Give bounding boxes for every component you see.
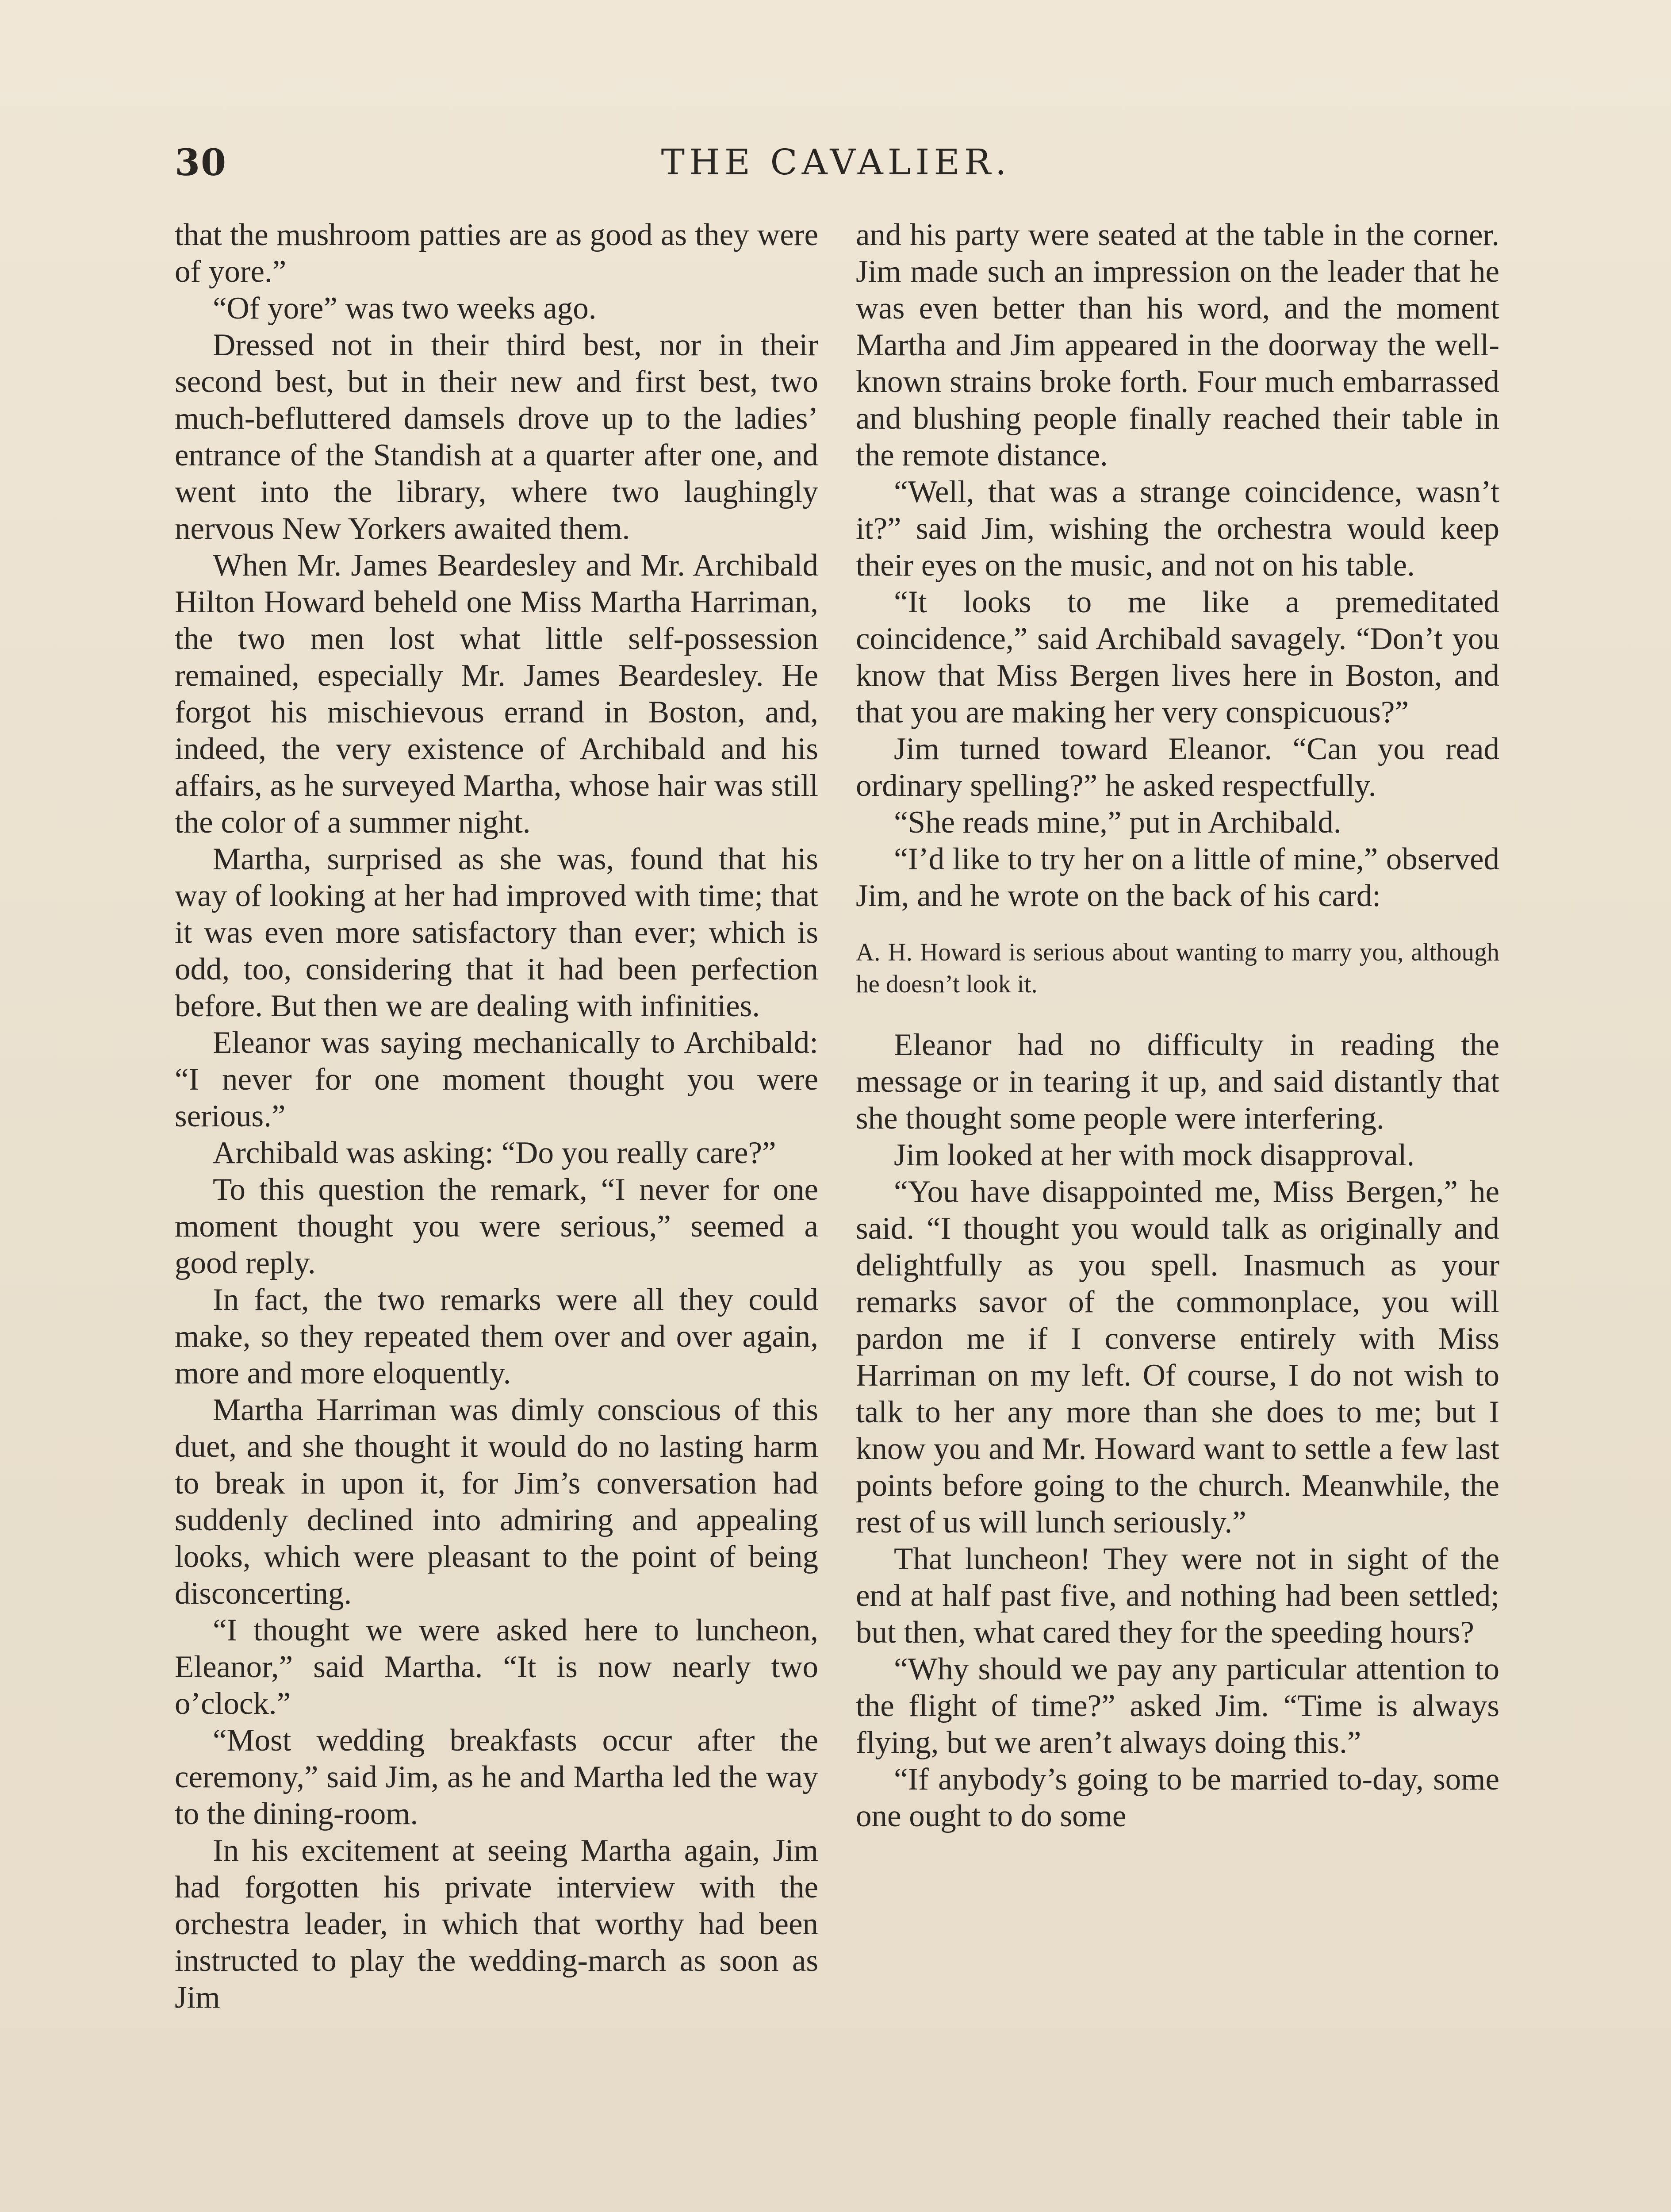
paragraph: “It looks to me like a premeditated coincidence,” said Archibald savagely. “Don’t you know that Miss Bergen lives here in Boston, and that you are making her very conspicuous?” <box>856 585 1499 730</box>
paragraph: In his excitement at seeing Martha again, Jim had forgotten his private interview with the orchestra leader, in which that worthy had been instructed to play the wedding-march as soon as Jim <box>175 1833 818 2015</box>
paragraph: To this question the remark, “I never for one moment thought you were serious,” seemed a good reply. <box>175 1172 818 1280</box>
card-message-text: A. H. Howard is serious about wanting to marry you, although he doesn’t look it. <box>856 938 1499 998</box>
paragraph: that the mushroom patties are as good as they were of yore.” <box>175 218 818 289</box>
paragraph: “You have disappointed me, Miss Bergen,” he said. “I thought you would talk as originally and delightfully as you spell. Inasmuch as your remarks savor of the commonplace, you will pardon me if I converse entirely with Miss Harriman on my left. Of course, I do not wish to talk to her any more than she does to me; but I know you and Mr. Howard want to settle a few last points before going to the church. Meanwhile, the rest of us will lunch seriously.” <box>856 1175 1499 1540</box>
paragraph: Jim turned toward Eleanor. “Can you read ordinary spelling?” he asked respectfully. <box>856 732 1499 803</box>
paragraph: In fact, the two remarks were all they could make, so they repeated them over and over again, more and more eloquently. <box>175 1283 818 1390</box>
paragraph: Eleanor had no difficulty in reading the message or in tearing it up, and said distantly that she thought some people were interfering. <box>856 1028 1499 1136</box>
paragraph: Eleanor was saying mechanically to Archibald: “I never for one moment thought you were serious.” <box>175 1025 818 1133</box>
paragraph: Martha, surprised as she was, found that his way of looking at her had improved with time; that it was even more satisfactory than ever; which is odd, too, considering that it had been perfection before. But then we are dealing with infinities. <box>175 842 818 1023</box>
paragraph: “Most wedding breakfasts occur after the ceremony,” said Jim, as he and Martha led the way to the dining-room. <box>175 1723 818 1831</box>
paragraph: Dressed not in their third best, nor in their second best, but in their new and first best, two much-befluttered damsels drove up to the ladies’ entrance of the Standish at a quarter after one, and went into the library, where two laughingly nervous New Yorkers awaited them. <box>175 328 818 546</box>
left-column <box>175 217 818 2016</box>
paragraph: Archibald was asking: “Do you really care?” <box>213 1136 776 1170</box>
paragraph: When Mr. James Beardesley and Mr. Archibald Hilton Howard beheld one Miss Martha Harriman, the two men lost what little self-possession remained, especially Mr. James Beardesley. He forgot his mischievous errand in Boston, and, indeed, the very existence of Archibald and his affairs, as he surveyed Martha, whose hair was still the color of a summer night. <box>175 548 818 840</box>
right-column <box>856 217 1499 1835</box>
page-header <box>175 142 1497 195</box>
text-columns <box>175 217 1497 2212</box>
paragraph: Martha Harriman was dimly conscious of this duet, and she thought it would do no lasting harm to break in upon it, for Jim’s conversation had suddenly declined into admiring and appealing looks, which were pleasant to the point of being disconcerting. <box>175 1393 818 1611</box>
paragraph: “Of yore” was two weeks ago. <box>213 291 597 326</box>
paragraph: “I’d like to try her on a little of mine,” observed Jim, and he wrote on the back of his card: <box>856 842 1499 913</box>
paragraph: That luncheon! They were not in sight of the end at half past five, and nothing had been settled; but then, what cared they for the speeding hours? <box>856 1542 1499 1650</box>
paragraph: “Well, that was a strange coincidence, wasn’t it?” said Jim, wishing the orchestra would keep their eyes on the music, and not on his table. <box>856 475 1499 583</box>
paragraph: and his party were seated at the table in the corner. Jim made such an impression on the leader that he was even better than his word, and the moment Martha and Jim appeared in the doorway the well-known strains broke forth. Four much embarrassed and blushing people finally reached their table in the remote distance. <box>856 218 1499 472</box>
paragraph: “Why should we pay any particular attention to the flight of time?” asked Jim. “Time is always flying, but we aren’t always doing this.” <box>856 1652 1499 1760</box>
paragraph: “I thought we were asked here to luncheon, Eleanor,” said Martha. “It is now nearly two o’clock.” <box>175 1613 818 1721</box>
page-number: 30 <box>175 142 227 184</box>
card-message <box>856 937 1499 1000</box>
running-title: THE CAVALIER. <box>661 142 1011 183</box>
paragraph: “If anybody’s going to be married to-day, some one ought to do some <box>856 1762 1499 1833</box>
paragraph: Jim looked at her with mock disapproval. <box>894 1138 1415 1172</box>
paragraph: “She reads mine,” put in Archibald. <box>894 805 1341 840</box>
